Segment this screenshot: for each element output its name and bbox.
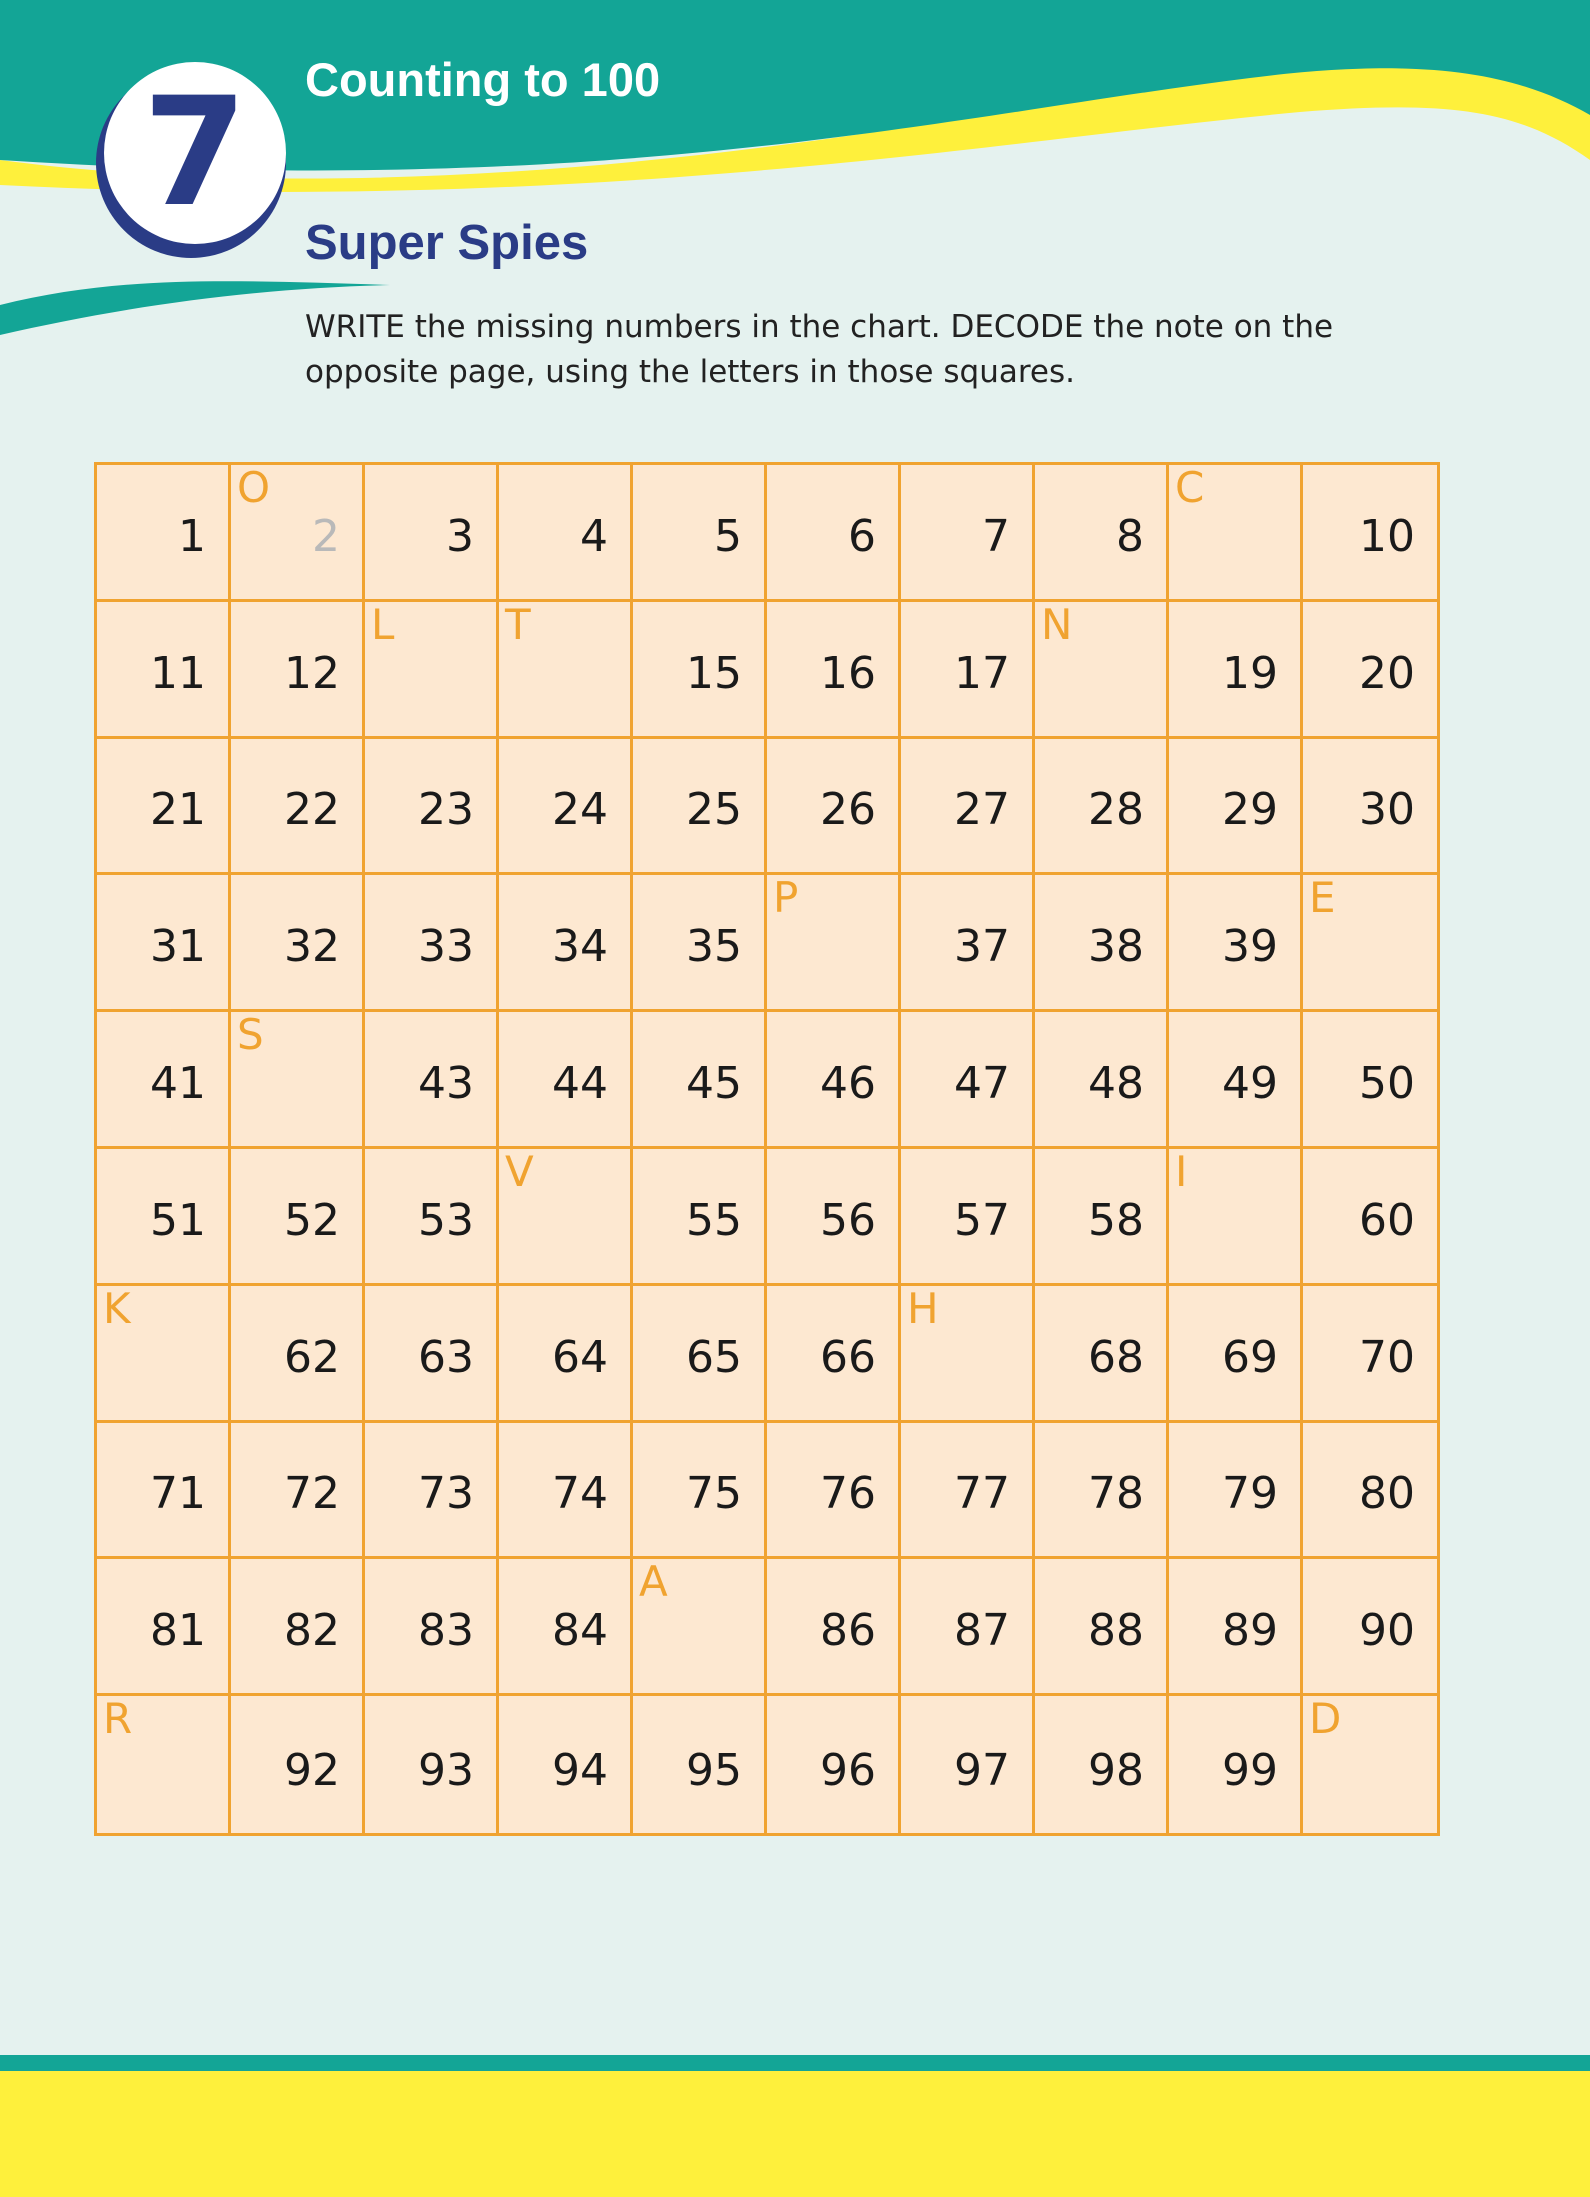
- cell-number: 99: [1222, 1745, 1278, 1796]
- cell-number: 33: [418, 921, 474, 973]
- chart-cell: [365, 465, 499, 602]
- chart-cell: [633, 1149, 767, 1286]
- cell-number: 98: [1088, 1745, 1144, 1796]
- chart-cell: [901, 1149, 1035, 1286]
- cell-number: 72: [284, 1468, 340, 1520]
- cell-letter: N: [1041, 599, 1073, 649]
- cell-number: 95: [686, 1745, 742, 1796]
- chart-cell: [1035, 1559, 1169, 1696]
- chart-cell: [499, 1012, 633, 1149]
- chart-cell: [767, 1286, 901, 1423]
- chart-cell: [633, 1696, 767, 1833]
- chart-cell: [499, 875, 633, 1012]
- cell-number: 45: [686, 1058, 742, 1109]
- cell-number: 22: [284, 784, 340, 836]
- chart-cell: [767, 1012, 901, 1149]
- chart-cell: [901, 739, 1035, 876]
- cell-number: 32: [284, 921, 340, 973]
- chart-cell: [231, 1423, 365, 1560]
- cell-number: 94: [552, 1745, 608, 1796]
- chart-cell: [499, 1696, 633, 1833]
- cell-number: 52: [284, 1194, 340, 1246]
- cell-letter: A: [639, 1557, 668, 1607]
- cell-letter: T: [505, 599, 531, 649]
- chart-cell: [1303, 1286, 1437, 1423]
- section-title: Counting to 100: [305, 53, 661, 106]
- chart-cell: [767, 1559, 901, 1696]
- cell-number: 71: [150, 1468, 206, 1520]
- footer-band: [0, 2071, 1590, 2197]
- chart-cell: [97, 875, 231, 1012]
- chart-cell-blank[interactable]: [633, 1559, 767, 1696]
- chart-cell-blank[interactable]: [1169, 1149, 1303, 1286]
- chart-cell-blank[interactable]: [499, 1149, 633, 1286]
- cell-letter: P: [773, 873, 799, 923]
- chart-cell: [499, 739, 633, 876]
- cell-number: 90: [1359, 1605, 1415, 1657]
- chart-cell: [901, 602, 1035, 739]
- cell-number: 39: [1222, 921, 1278, 973]
- instructions: WRITE the missing numbers in the chart. DECODE the note on the opposite page, using the letters in those squares.: [305, 309, 1334, 390]
- chart-cell: [231, 1559, 365, 1696]
- chart-cell: [1303, 739, 1437, 876]
- chart-cell-blank[interactable]: [1303, 1696, 1437, 1833]
- cell-number: 23: [418, 784, 474, 836]
- cell-number: 37: [954, 921, 1010, 973]
- cell-number: 88: [1088, 1605, 1144, 1657]
- chart-cell: [1169, 602, 1303, 739]
- chart-cell: [97, 602, 231, 739]
- cell-number: 83: [418, 1605, 474, 1657]
- chart-cell: [365, 739, 499, 876]
- cell-number: 1: [178, 510, 206, 562]
- cell-number: 60: [1359, 1194, 1415, 1246]
- cell-number: 8: [1116, 510, 1144, 562]
- chart-cell: [231, 739, 365, 876]
- cell-number: 17: [954, 647, 1010, 699]
- chart-cell: [633, 602, 767, 739]
- chart-cell: [1035, 739, 1169, 876]
- chart-cell: [1169, 1286, 1303, 1423]
- cell-number: 15: [686, 647, 742, 699]
- cell-number: 21: [150, 784, 206, 836]
- chart-cell: [901, 1696, 1035, 1833]
- cell-number: 43: [418, 1058, 474, 1109]
- chart-cell: [767, 1423, 901, 1560]
- chart-cell: [1303, 1012, 1437, 1149]
- cell-number: 70: [1359, 1331, 1415, 1383]
- chart-cell: [97, 465, 231, 602]
- chart-cell: [97, 1012, 231, 1149]
- cell-letter: D: [1309, 1694, 1342, 1744]
- cell-number: 97: [954, 1745, 1010, 1796]
- chart-cell: [633, 1423, 767, 1560]
- chart-cell-blank[interactable]: [767, 875, 901, 1012]
- cell-number: 77: [954, 1468, 1010, 1520]
- cell-number: 93: [418, 1745, 474, 1796]
- cell-number: 69: [1222, 1331, 1278, 1383]
- chart-cell: [1169, 1012, 1303, 1149]
- cell-number: 82: [284, 1605, 340, 1657]
- cell-number: 34: [552, 921, 608, 973]
- chart-cell-blank[interactable]: [365, 599, 499, 739]
- chart-cell: [633, 1012, 767, 1149]
- chart-cell: [633, 1286, 767, 1423]
- cell-number: 74: [552, 1468, 608, 1520]
- chart-cell: [231, 1696, 365, 1833]
- chart-cell-blank[interactable]: [1303, 875, 1437, 1012]
- cell-number: 31: [150, 921, 206, 973]
- cell-number: 46: [820, 1058, 876, 1109]
- cell-number: 66: [820, 1331, 876, 1383]
- chart-cell: [365, 1423, 499, 1560]
- cell-number: 10: [1359, 510, 1415, 562]
- chart-cell: [1169, 1559, 1303, 1696]
- cell-number: 65: [686, 1331, 742, 1383]
- chart-cell: [97, 1149, 231, 1286]
- cell-number: 24: [552, 784, 608, 836]
- cell-number: 16: [820, 647, 876, 699]
- chart-cell: [767, 1149, 901, 1286]
- cell-letter: I: [1175, 1147, 1188, 1196]
- cell-number: 48: [1088, 1058, 1144, 1109]
- cell-number: 11: [150, 647, 206, 699]
- activity-title: Super Spies: [305, 216, 589, 270]
- cell-number: 6: [848, 510, 876, 562]
- chart-cell-blank[interactable]: [499, 599, 633, 739]
- cell-letter: H: [907, 1283, 939, 1333]
- chart-cell: [1035, 875, 1169, 1012]
- chart-cell: [1169, 1696, 1303, 1833]
- chart-cell: [231, 602, 365, 739]
- cell-number-traced: 2: [312, 510, 340, 562]
- chart-cell: [1303, 1149, 1437, 1286]
- cell-number: 51: [150, 1194, 206, 1246]
- chart-cell: [97, 1423, 231, 1560]
- cell-letter: E: [1309, 873, 1336, 923]
- cell-number: 57: [954, 1194, 1010, 1246]
- chart-cell: [901, 875, 1035, 1012]
- cell-letter: K: [103, 1283, 131, 1333]
- cell-number: 80: [1359, 1468, 1415, 1520]
- cell-number: 29: [1222, 784, 1278, 836]
- cell-number: 25: [686, 784, 742, 836]
- cell-letter: R: [103, 1694, 133, 1744]
- chart-cell: [901, 1012, 1035, 1149]
- chart-cell: [767, 602, 901, 739]
- chart-cell: [633, 465, 767, 602]
- cell-number: 55: [686, 1194, 742, 1246]
- chart-cell: [1169, 875, 1303, 1012]
- chart-cell: [1303, 602, 1437, 739]
- chart-cell: [231, 1149, 365, 1286]
- chart-cell: [1303, 465, 1437, 602]
- cell-number: 28: [1088, 784, 1144, 836]
- chart-cell: [767, 465, 901, 602]
- cell-letter: L: [371, 599, 395, 649]
- cell-number: 19: [1222, 647, 1278, 699]
- cell-number: 5: [714, 510, 742, 562]
- cell-number: 44: [552, 1058, 608, 1109]
- chart-cell: [499, 465, 633, 602]
- chart-cell: [1169, 739, 1303, 876]
- cell-number: 50: [1359, 1058, 1415, 1109]
- chart-cell: [231, 875, 365, 1012]
- cell-letter: C: [1175, 463, 1205, 512]
- chart-cell-blank[interactable]: [901, 1283, 1035, 1423]
- cell-number: 86: [820, 1605, 876, 1657]
- chart-cell: [901, 1559, 1035, 1696]
- unit-number: 7: [142, 66, 248, 240]
- cell-number: 76: [820, 1468, 876, 1520]
- chart-cell-blank[interactable]: [231, 1012, 365, 1149]
- chart-cell: [1035, 1286, 1169, 1423]
- cell-number: 84: [552, 1605, 608, 1657]
- cell-number: 38: [1088, 921, 1144, 973]
- hundred-chart: [94, 462, 1440, 1836]
- chart-cell: [767, 739, 901, 876]
- cell-number: 26: [820, 784, 876, 836]
- cell-number: 75: [686, 1468, 742, 1520]
- chart-cell: [97, 739, 231, 876]
- cell-number: 92: [284, 1745, 340, 1796]
- chart-cell: [365, 1286, 499, 1423]
- cell-number: 41: [150, 1058, 206, 1109]
- chart-cell-blank[interactable]: [1035, 599, 1169, 739]
- cell-number: 62: [284, 1331, 340, 1383]
- cell-number: 53: [418, 1194, 474, 1246]
- chart-cell: [365, 875, 499, 1012]
- cell-number: 3: [446, 510, 474, 562]
- chart-cell: [231, 1286, 365, 1423]
- chart-cell-blank[interactable]: [97, 1283, 231, 1423]
- cell-number: 30: [1359, 784, 1415, 836]
- chart-cell: [365, 1149, 499, 1286]
- chart-cell: [1169, 1423, 1303, 1560]
- cell-number: 64: [552, 1331, 608, 1383]
- cell-number: 7: [982, 510, 1010, 562]
- chart-cell: [365, 1696, 499, 1833]
- chart-cell: [1035, 1149, 1169, 1286]
- cell-number: 78: [1088, 1468, 1144, 1520]
- chart-cell: [231, 465, 365, 602]
- cell-number: 27: [954, 784, 1010, 836]
- cell-number: 79: [1222, 1468, 1278, 1520]
- chart-cell-blank[interactable]: [97, 1696, 231, 1833]
- cell-number: 73: [418, 1468, 474, 1520]
- chart-cell: [1035, 1423, 1169, 1560]
- chart-cell: [1035, 465, 1169, 602]
- chart-cell: [97, 1559, 231, 1696]
- chart-cell: [499, 1286, 633, 1423]
- cell-letter: V: [505, 1147, 534, 1196]
- chart-cell: [901, 465, 1035, 602]
- chart-cell: [1303, 1423, 1437, 1560]
- cell-number: 58: [1088, 1194, 1144, 1246]
- cell-number: 12: [284, 647, 340, 699]
- chart-cell: [1035, 1696, 1169, 1833]
- chart-cell: [633, 875, 767, 1012]
- cell-number: 20: [1359, 647, 1415, 699]
- cell-number: 47: [954, 1058, 1010, 1109]
- cell-number: 63: [418, 1331, 474, 1383]
- chart-cell: [633, 739, 767, 876]
- chart-cell-blank[interactable]: [1169, 465, 1303, 602]
- chart-cell: [365, 1012, 499, 1149]
- footer-stripe: [0, 2055, 1590, 2071]
- chart-cell: [499, 1423, 633, 1560]
- cell-number: 56: [820, 1194, 876, 1246]
- chart-cell: [499, 1559, 633, 1696]
- cell-number: 68: [1088, 1331, 1144, 1383]
- chart-cell: [901, 1423, 1035, 1560]
- cell-number: 96: [820, 1745, 876, 1796]
- cell-number: 35: [686, 921, 742, 973]
- chart-cell: [1303, 1559, 1437, 1696]
- chart-cell: [767, 1696, 901, 1833]
- cell-number: 49: [1222, 1058, 1278, 1109]
- chart-cell: [365, 1559, 499, 1696]
- cell-number: 4: [580, 510, 608, 562]
- chart-cell: [1035, 1012, 1169, 1149]
- cell-letter: S: [237, 1010, 264, 1060]
- cell-number: 81: [150, 1605, 206, 1657]
- cell-number: 87: [954, 1605, 1010, 1657]
- cell-letter: O: [237, 463, 271, 512]
- cell-number: 89: [1222, 1605, 1278, 1657]
